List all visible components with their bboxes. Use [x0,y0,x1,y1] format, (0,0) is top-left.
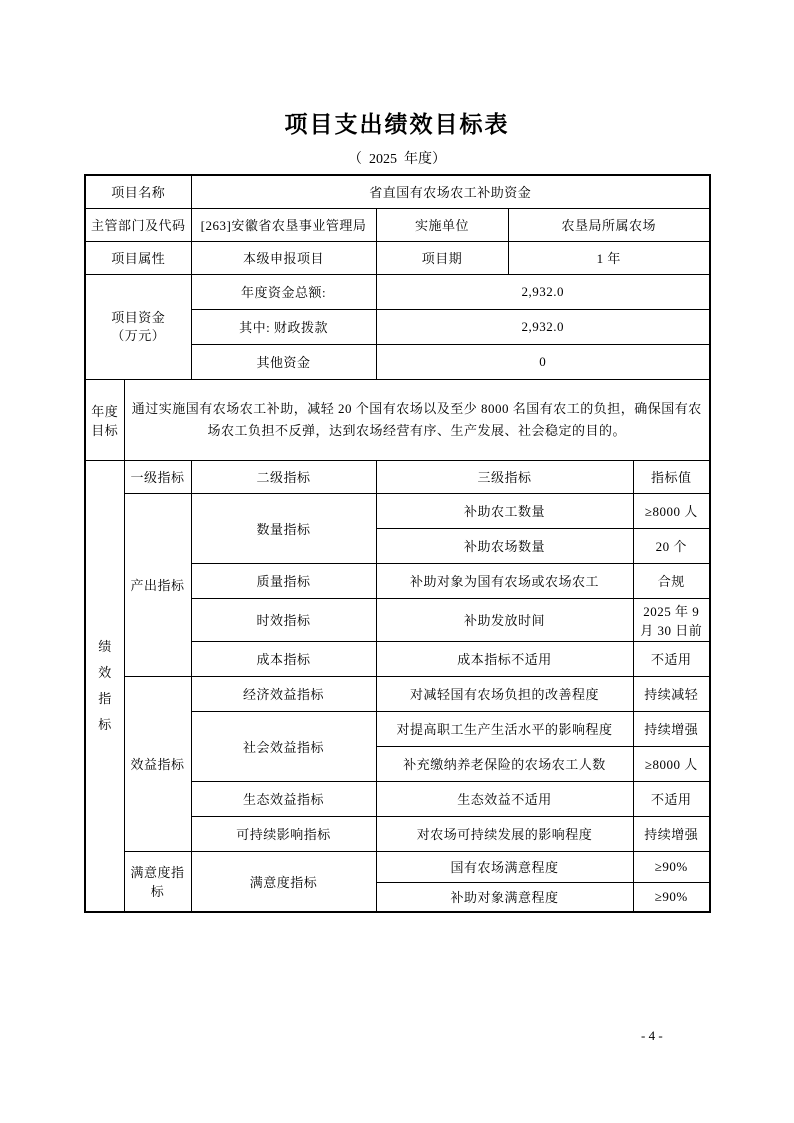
level2-satisfaction: 满意度指标 [191,851,376,912]
fund-fiscal-label: 其中: 财政拨款 [191,309,376,344]
indicator-value: 合规 [633,563,710,598]
indicator-value: 持续减轻 [633,676,710,711]
attr-value: 本级申报项目 [191,241,376,274]
header-level1: 一级指标 [124,460,191,493]
indicator-value: 持续增强 [633,711,710,746]
header-level2: 二级指标 [191,460,376,493]
funds-label-line2: （万元） [111,327,166,343]
indicator-value: ≥90% [633,851,710,882]
impl-unit-value: 农垦局所属农场 [508,208,710,241]
level3-indicator: 补助对象为国有农场或农场农工 [376,563,633,598]
indicator-value: 20 个 [633,528,710,563]
level3-indicator: 补助农工数量 [376,493,633,528]
indicator-value: ≥8000 人 [633,493,710,528]
indicator-row [85,493,710,528]
funds-label-line1: 项目资金 [111,309,166,325]
header-level3: 三级指标 [376,460,633,493]
impl-unit-label: 实施单位 [376,208,508,241]
indicator-row [85,676,710,711]
row-attribute [85,241,710,274]
row-project-name [85,175,710,208]
level3-indicator: 补助发放时间 [376,598,633,641]
row-fund-total [85,274,710,309]
level3-indicator: 补助农场数量 [376,528,633,563]
level3-indicator: 对农场可持续发展的影响程度 [376,816,633,851]
period-label: 项目期 [376,241,508,274]
level3-indicator: 补助对象满意程度 [376,882,633,912]
indicator-value: 2025 年 9 月 30 日前 [633,598,710,641]
fund-fiscal-value: 2,932.0 [376,309,710,344]
level3-indicator: 生态效益不适用 [376,781,633,816]
fund-total-value: 2,932.0 [376,274,710,309]
indicator-value: ≥8000 人 [633,746,710,781]
level3-indicator: 对减轻国有农场负担的改善程度 [376,676,633,711]
level3-indicator: 国有农场满意程度 [376,851,633,882]
performance-target-table [84,174,711,913]
fund-other-label: 其他资金 [191,344,376,379]
dept-label: 主管部门及代码 [85,208,191,241]
level1-benefit: 效益指标 [124,676,191,851]
page-number: - 4 - [641,1028,663,1043]
funds-label [85,274,191,379]
indicator-value: 不适用 [633,641,710,676]
indicator-value: 持续增强 [633,816,710,851]
attr-label: 项目属性 [85,241,191,274]
project-name-label: 项目名称 [85,175,191,208]
project-name-value: 省直国有农场农工补助资金 [191,175,710,208]
level2-economic: 经济效益指标 [191,676,376,711]
annual-goal-text: 通过实施国有农场农工补助，减轻 20 个国有农场以及至少 8000 名国有农工的负担，确保国有农场农工负担不反弹，达到农场经营有序、生产发展、社会稳定的目的。 [124,379,710,460]
level3-indicator: 对提高职工生产生活水平的影响程度 [376,711,633,746]
row-indicator-header [85,460,710,493]
period-value: 1 年 [508,241,710,274]
indicators-side-label-text: 绩效指标 [98,638,112,732]
page-subtitle: （ 2025 年度） [348,152,446,167]
indicator-value: 不适用 [633,781,710,816]
header-value: 指标值 [633,460,710,493]
row-department [85,208,710,241]
annual-goal-label: 年度目标 [85,379,124,460]
level2-social: 社会效益指标 [191,711,376,781]
indicators-side-label [85,460,124,912]
page-title: 项目支出绩效目标表 [284,112,510,137]
level2-quantity: 数量指标 [191,493,376,563]
level2-sustainability: 可持续影响指标 [191,816,376,851]
level2-cost: 成本指标 [191,641,376,676]
level1-satisfaction: 满意度指标 [124,851,191,912]
level2-ecological: 生态效益指标 [191,781,376,816]
level2-quality: 质量指标 [191,563,376,598]
level2-timeliness: 时效指标 [191,598,376,641]
level3-indicator: 补充缴纳养老保险的农场农工人数 [376,746,633,781]
indicator-row [85,851,710,882]
fund-total-label: 年度资金总额: [191,274,376,309]
level1-output: 产出指标 [124,493,191,676]
level3-indicator: 成本指标不适用 [376,641,633,676]
fund-other-value: 0 [376,344,710,379]
indicator-value: ≥90% [633,882,710,912]
row-annual-goal [85,379,710,460]
dept-value: [263]安徽省农垦事业管理局 [191,208,376,241]
